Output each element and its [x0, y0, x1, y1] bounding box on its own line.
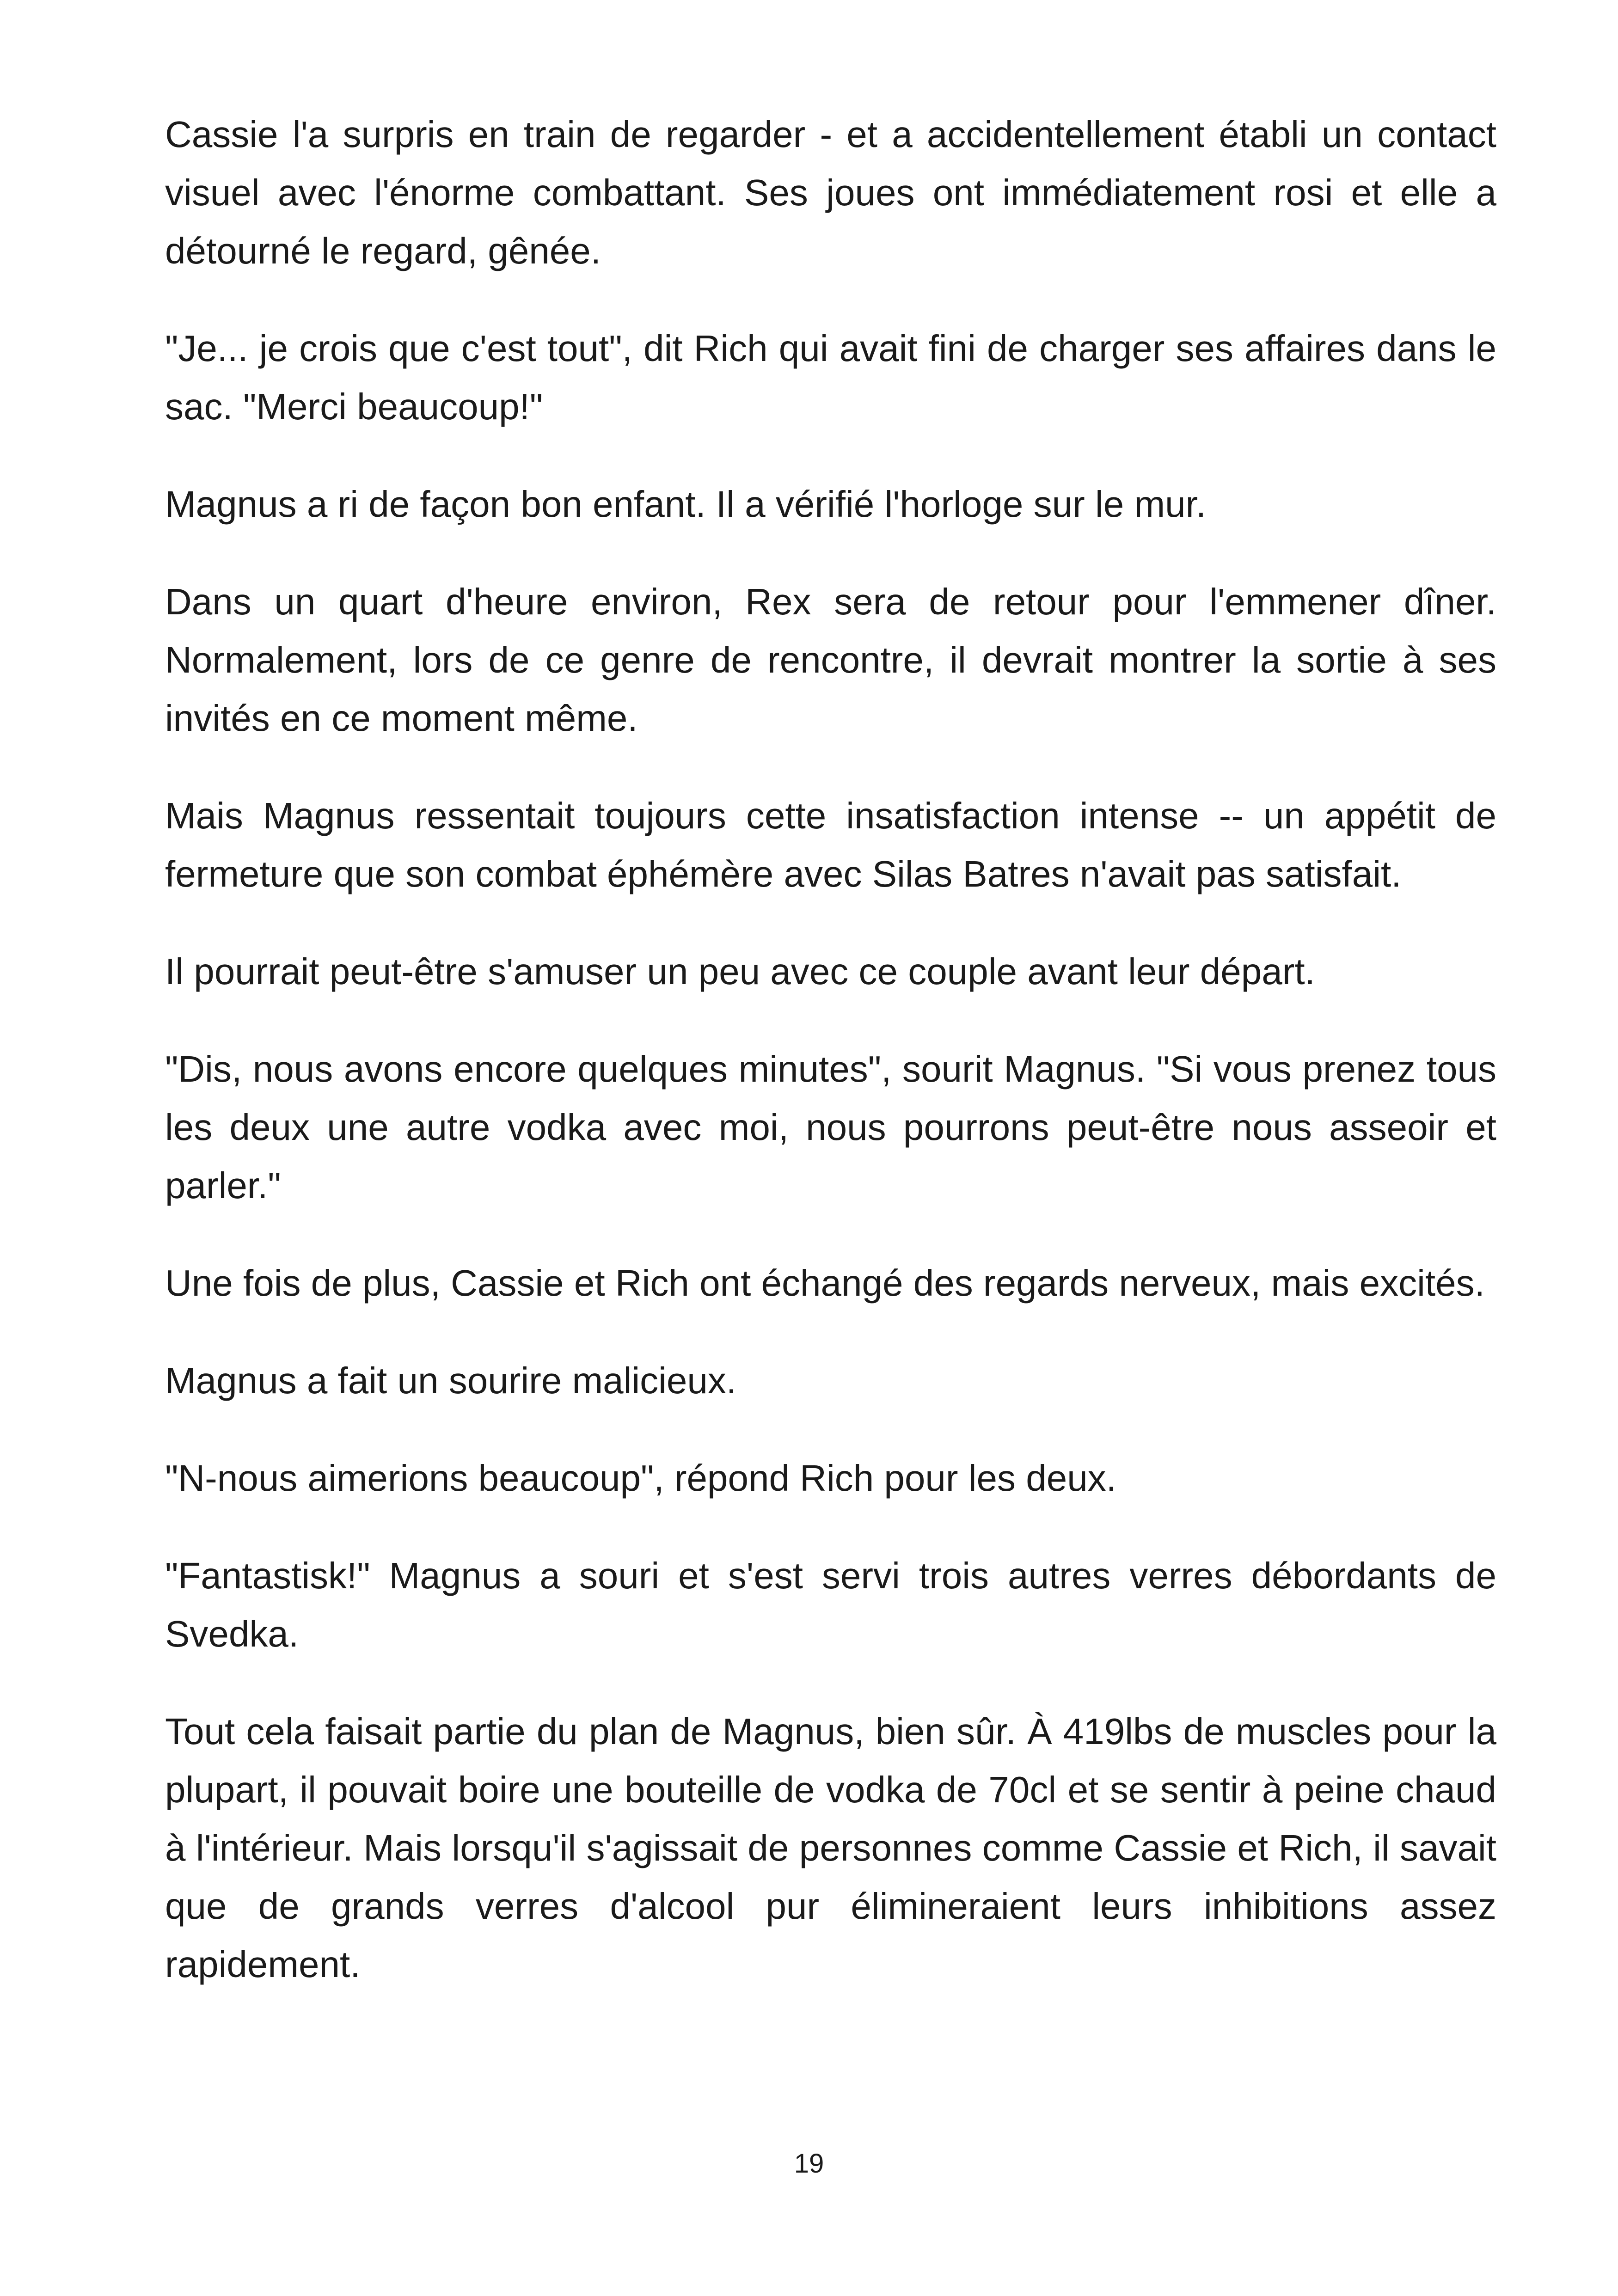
- paragraph: Dans un quart d'heure environ, Rex sera de retour pour l'emmener dîner. Normalement, lors de ce genre de rencontre, il devrait montrer la sortie à ses invités en ce moment même.: [165, 581, 1496, 739]
- paragraph: Tout cela faisait partie du plan de Magnus, bien sûr. À 419lbs de muscles pour la plupart, il pouvait boire une bouteille de vodka de 70cl et se sentir à peine chaud à l'intérieur. Mais lorsqu'il s'agissait de personnes comme Cassie et Rich, il savait que de grands verres d'alcool pur élimineraient leurs inhibitions assez rapidement.: [165, 1711, 1496, 1985]
- page-number: 19: [794, 2149, 824, 2179]
- paragraph: "Fantastisk!" Magnus a souri et s'est servi trois autres verres débordants de Svedka.: [165, 1555, 1496, 1654]
- paragraph: "N-nous aimerions beaucoup", répond Rich pour les deux.: [165, 1457, 1116, 1499]
- paragraph: "Dis, nous avons encore quelques minutes", sourit Magnus. "Si vous prenez tous les deux une autre vodka avec moi, nous pourrons peut-être nous asseoir et parler.": [165, 1048, 1496, 1206]
- body-text: [165, 105, 1496, 2033]
- paragraph: Magnus a fait un sourire malicieux.: [165, 1360, 737, 1401]
- paragraph: Magnus a ri de façon bon enfant. Il a vérifié l'horloge sur le mur.: [165, 484, 1207, 525]
- paragraph: Mais Magnus ressentait toujours cette insatisfaction intense -- un appétit de fermeture que son combat éphémère avec Silas Batres n'avait pas satisfait.: [165, 795, 1496, 894]
- paragraph: Il pourrait peut-être s'amuser un peu avec ce couple avant leur départ.: [165, 951, 1315, 992]
- paragraph: "Je... je crois que c'est tout", dit Rich qui avait fini de charger ses affaires dans le sac. "Merci beaucoup!": [165, 328, 1496, 427]
- paragraph: Une fois de plus, Cassie et Rich ont échangé des regards nerveux, mais excités.: [165, 1262, 1485, 1304]
- paragraph: Cassie l'a surpris en train de regarder - et a accidentellement établi un contact visuel avec l'énorme combattant. Ses joues ont immédiatement rosi et elle a détourné le regard, gênée.: [165, 114, 1496, 271]
